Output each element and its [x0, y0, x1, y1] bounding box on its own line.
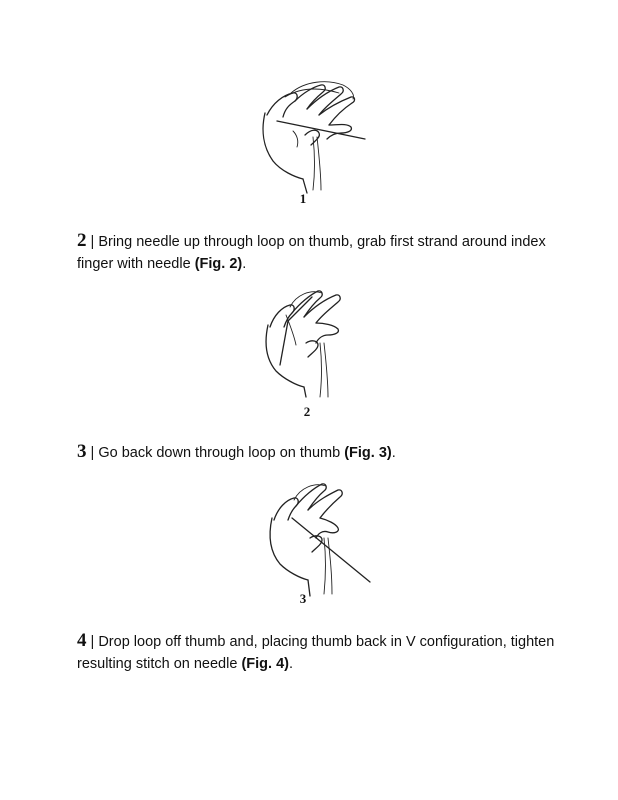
figure-3: [262, 478, 377, 598]
figure-reference: (Fig. 2): [194, 256, 243, 272]
step-text: Bring needle up through loop on thumb, grab first strand around index finger with needle: [77, 234, 546, 272]
step-text: Go back down through loop on thumb: [98, 445, 345, 461]
step-number: 4: [77, 630, 87, 651]
step-end: .: [242, 256, 247, 272]
hand-illustration-icon: [255, 75, 370, 195]
figure-reference: (Fig. 4): [241, 656, 289, 672]
figure-2: [260, 285, 365, 400]
step-text: Drop loop off thumb and, placing thumb back in V configuration, tighten resulting stitch on needle: [77, 634, 555, 672]
hand-illustration-icon: [260, 285, 365, 400]
figure-1: [255, 75, 370, 195]
step-3: [77, 441, 557, 464]
figure-1-number: 1: [299, 191, 307, 206]
step-separator: |: [86, 234, 99, 250]
step-separator: |: [86, 445, 99, 461]
hand-illustration-icon: [262, 478, 377, 598]
step-end: .: [391, 445, 396, 461]
figure-3-number: 3: [299, 591, 307, 606]
step-number: 3: [77, 441, 87, 462]
step-separator: |: [86, 634, 99, 650]
step-4: [77, 630, 557, 675]
step-end: .: [288, 656, 293, 672]
figure-reference: (Fig. 3): [344, 445, 392, 461]
step-number: 2: [77, 230, 87, 251]
figure-2-number: 2: [303, 404, 311, 419]
step-2: [77, 230, 557, 275]
